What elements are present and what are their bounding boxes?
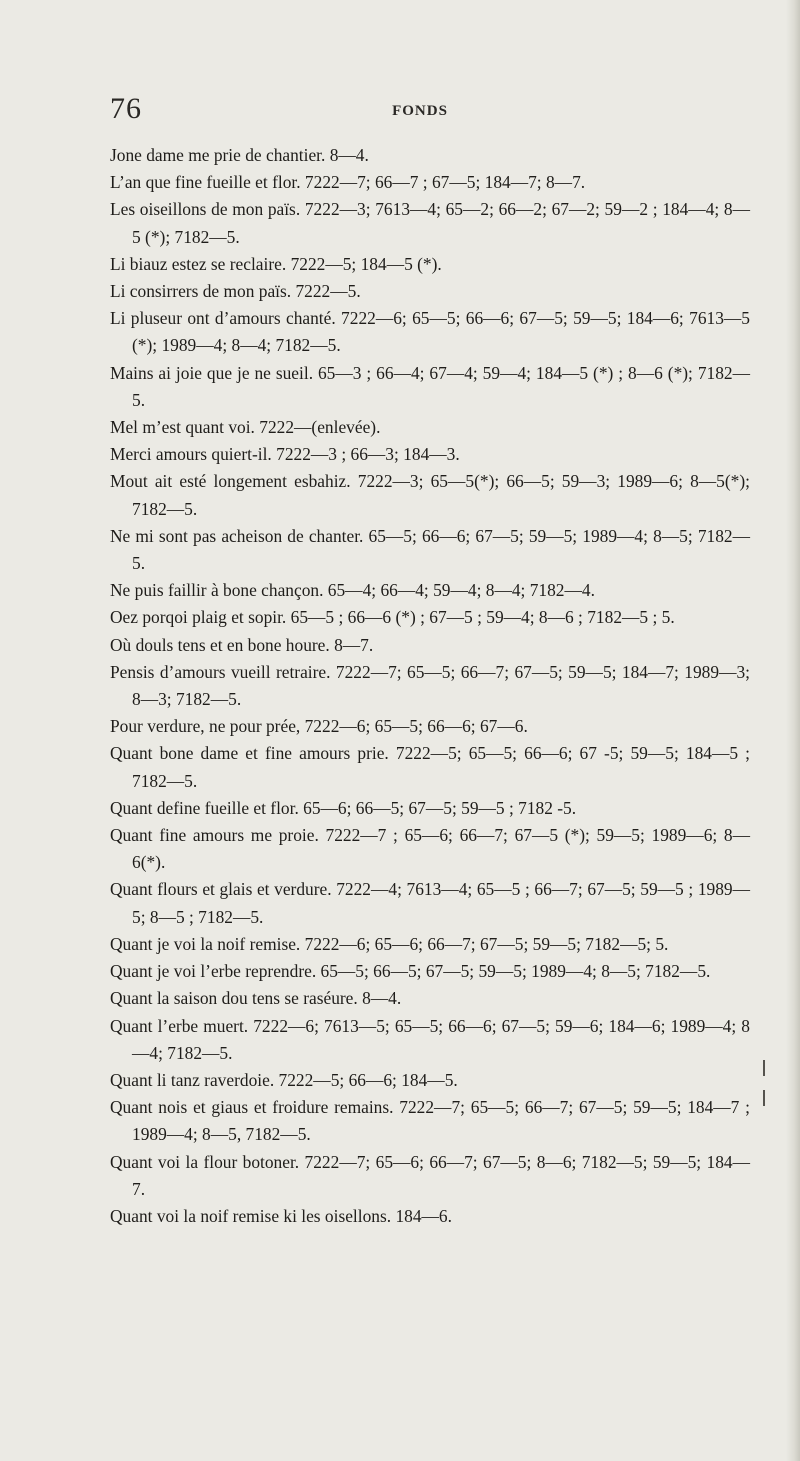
- list-item: Quant define fueille et flor. 65—6; 66—5; 67—5; 59—5 ; 7182 -5.: [110, 797, 577, 818]
- running-title: FONDS: [392, 103, 448, 119]
- list-item: Quant je voi l’erbe reprendre. 65—5; 66—5; 67—5; 59—5; 1989—4; 8—5; 7182—5.: [110, 961, 711, 982]
- list-item: Merci amours quiert-il. 7222—3 ; 66—3; 184—3.: [110, 444, 460, 465]
- margin-mark: [763, 1090, 765, 1106]
- margin-mark: [763, 1060, 765, 1076]
- list-item: Mout ait esté longement esbahiz. 7222—3; 65—5(*); 66—5; 59—3; 1989—6; 8—5(*); 7182—5.: [110, 471, 750, 519]
- list-item: Ne puis faillir à bone chançon. 65—4; 66—4; 59—4; 8—4; 7182—4.: [110, 580, 595, 601]
- list-item: Quant fine amours me proie. 7222—7 ; 65—6; 66—7; 67—5 (*); 59—5; 1989—6; 8—6(*).: [110, 825, 750, 873]
- list-item: Li consirrers de mon païs. 7222—5.: [110, 281, 361, 302]
- list-item: Mel m’est quant voi. 7222—(enlevée).: [110, 417, 381, 438]
- page-header: [110, 92, 730, 132]
- list-item: Quant je voi la noif remise. 7222—6; 65—6; 66—7; 67—5; 59—5; 7182—5; 5.: [110, 933, 669, 954]
- list-item: Quant voi la noif remise ki les oisellons. 184—6.: [110, 1205, 452, 1226]
- list-item: Quant li tanz raverdoie. 7222—5; 66—6; 184—5.: [110, 1069, 458, 1090]
- list-item: Pour verdure, ne pour prée, 7222—6; 65—5; 66—6; 67—6.: [110, 716, 528, 737]
- page-edge: [786, 0, 800, 1461]
- list-item: Pensis d’amours vueill retraire. 7222—7; 65—5; 66—7; 67—5; 59—5; 184—7; 1989—3; 8—3; 7182—5.: [110, 661, 750, 710]
- song-index-list: [110, 142, 750, 1230]
- list-item: Jone dame me prie de chantier. 8—4.: [110, 145, 369, 165]
- list-item: Quant bone dame et fine amours prie. 7222—5; 65—5; 66—6; 67 -5; 59—5; 184—5 ; 7182—5.: [110, 743, 750, 791]
- list-item: Quant l’erbe muert. 7222—6; 7613—5; 65—5; 66—6; 67—5; 59—6; 184—6; 1989—4; 8—4; 7182—5.: [110, 1015, 750, 1063]
- list-item: Où douls tens et en bone houre. 8—7.: [110, 634, 374, 655]
- list-item: L’an que fine fueille et flor. 7222—7; 66—7 ; 67—5; 184—7; 8—7.: [110, 172, 586, 193]
- list-item: Quant la saison dou tens se raséure. 8—4.: [110, 988, 402, 1009]
- list-item: Les oiseillons de mon païs. 7222—3; 7613—4; 65—2; 66—2; 67—2; 59—2 ; 184—4; 8—5 (*); 7182—5.: [110, 199, 750, 247]
- list-item: Li biauz estez se reclaire. 7222—5; 184—5 (*).: [110, 253, 442, 274]
- page-number: 76: [110, 92, 142, 125]
- list-item: Mains ai joie que je ne sueil. 65—3 ; 66—4; 67—4; 59—4; 184—5 (*) ; 8—6 (*); 7182—5.: [110, 362, 750, 410]
- list-item: Quant flours et glais et verdure. 7222—4; 7613—4; 65—5 ; 66—7; 67—5; 59—5 ; 1989—5; 8—5 ; 7182—5.: [110, 879, 750, 927]
- list-item: Quant voi la flour botoner. 7222—7; 65—6; 66—7; 67—5; 8—6; 7182—5; 59—5; 184—7.: [110, 1151, 750, 1199]
- list-item: Ne mi sont pas acheison de chanter. 65—5; 66—6; 67—5; 59—5; 1989—4; 8—5; 7182—5.: [110, 525, 750, 574]
- list-item: Li pluseur ont d’amours chanté. 7222—6; 65—5; 66—6; 67—5; 59—5; 184—6; 7613—5 (*); 1989—4; 8—4; 7182—5.: [110, 308, 750, 356]
- list-item: Quant nois et giaus et froidure remains. 7222—7; 65—5; 66—7; 67—5; 59—5; 184—7 ; 1989—4; 8—5, 7182—5.: [110, 1097, 750, 1145]
- list-item: Oez porqoi plaig et sopir. 65—5 ; 66—6 (*) ; 67—5 ; 59—4; 8—6 ; 7182—5 ; 5.: [110, 607, 675, 628]
